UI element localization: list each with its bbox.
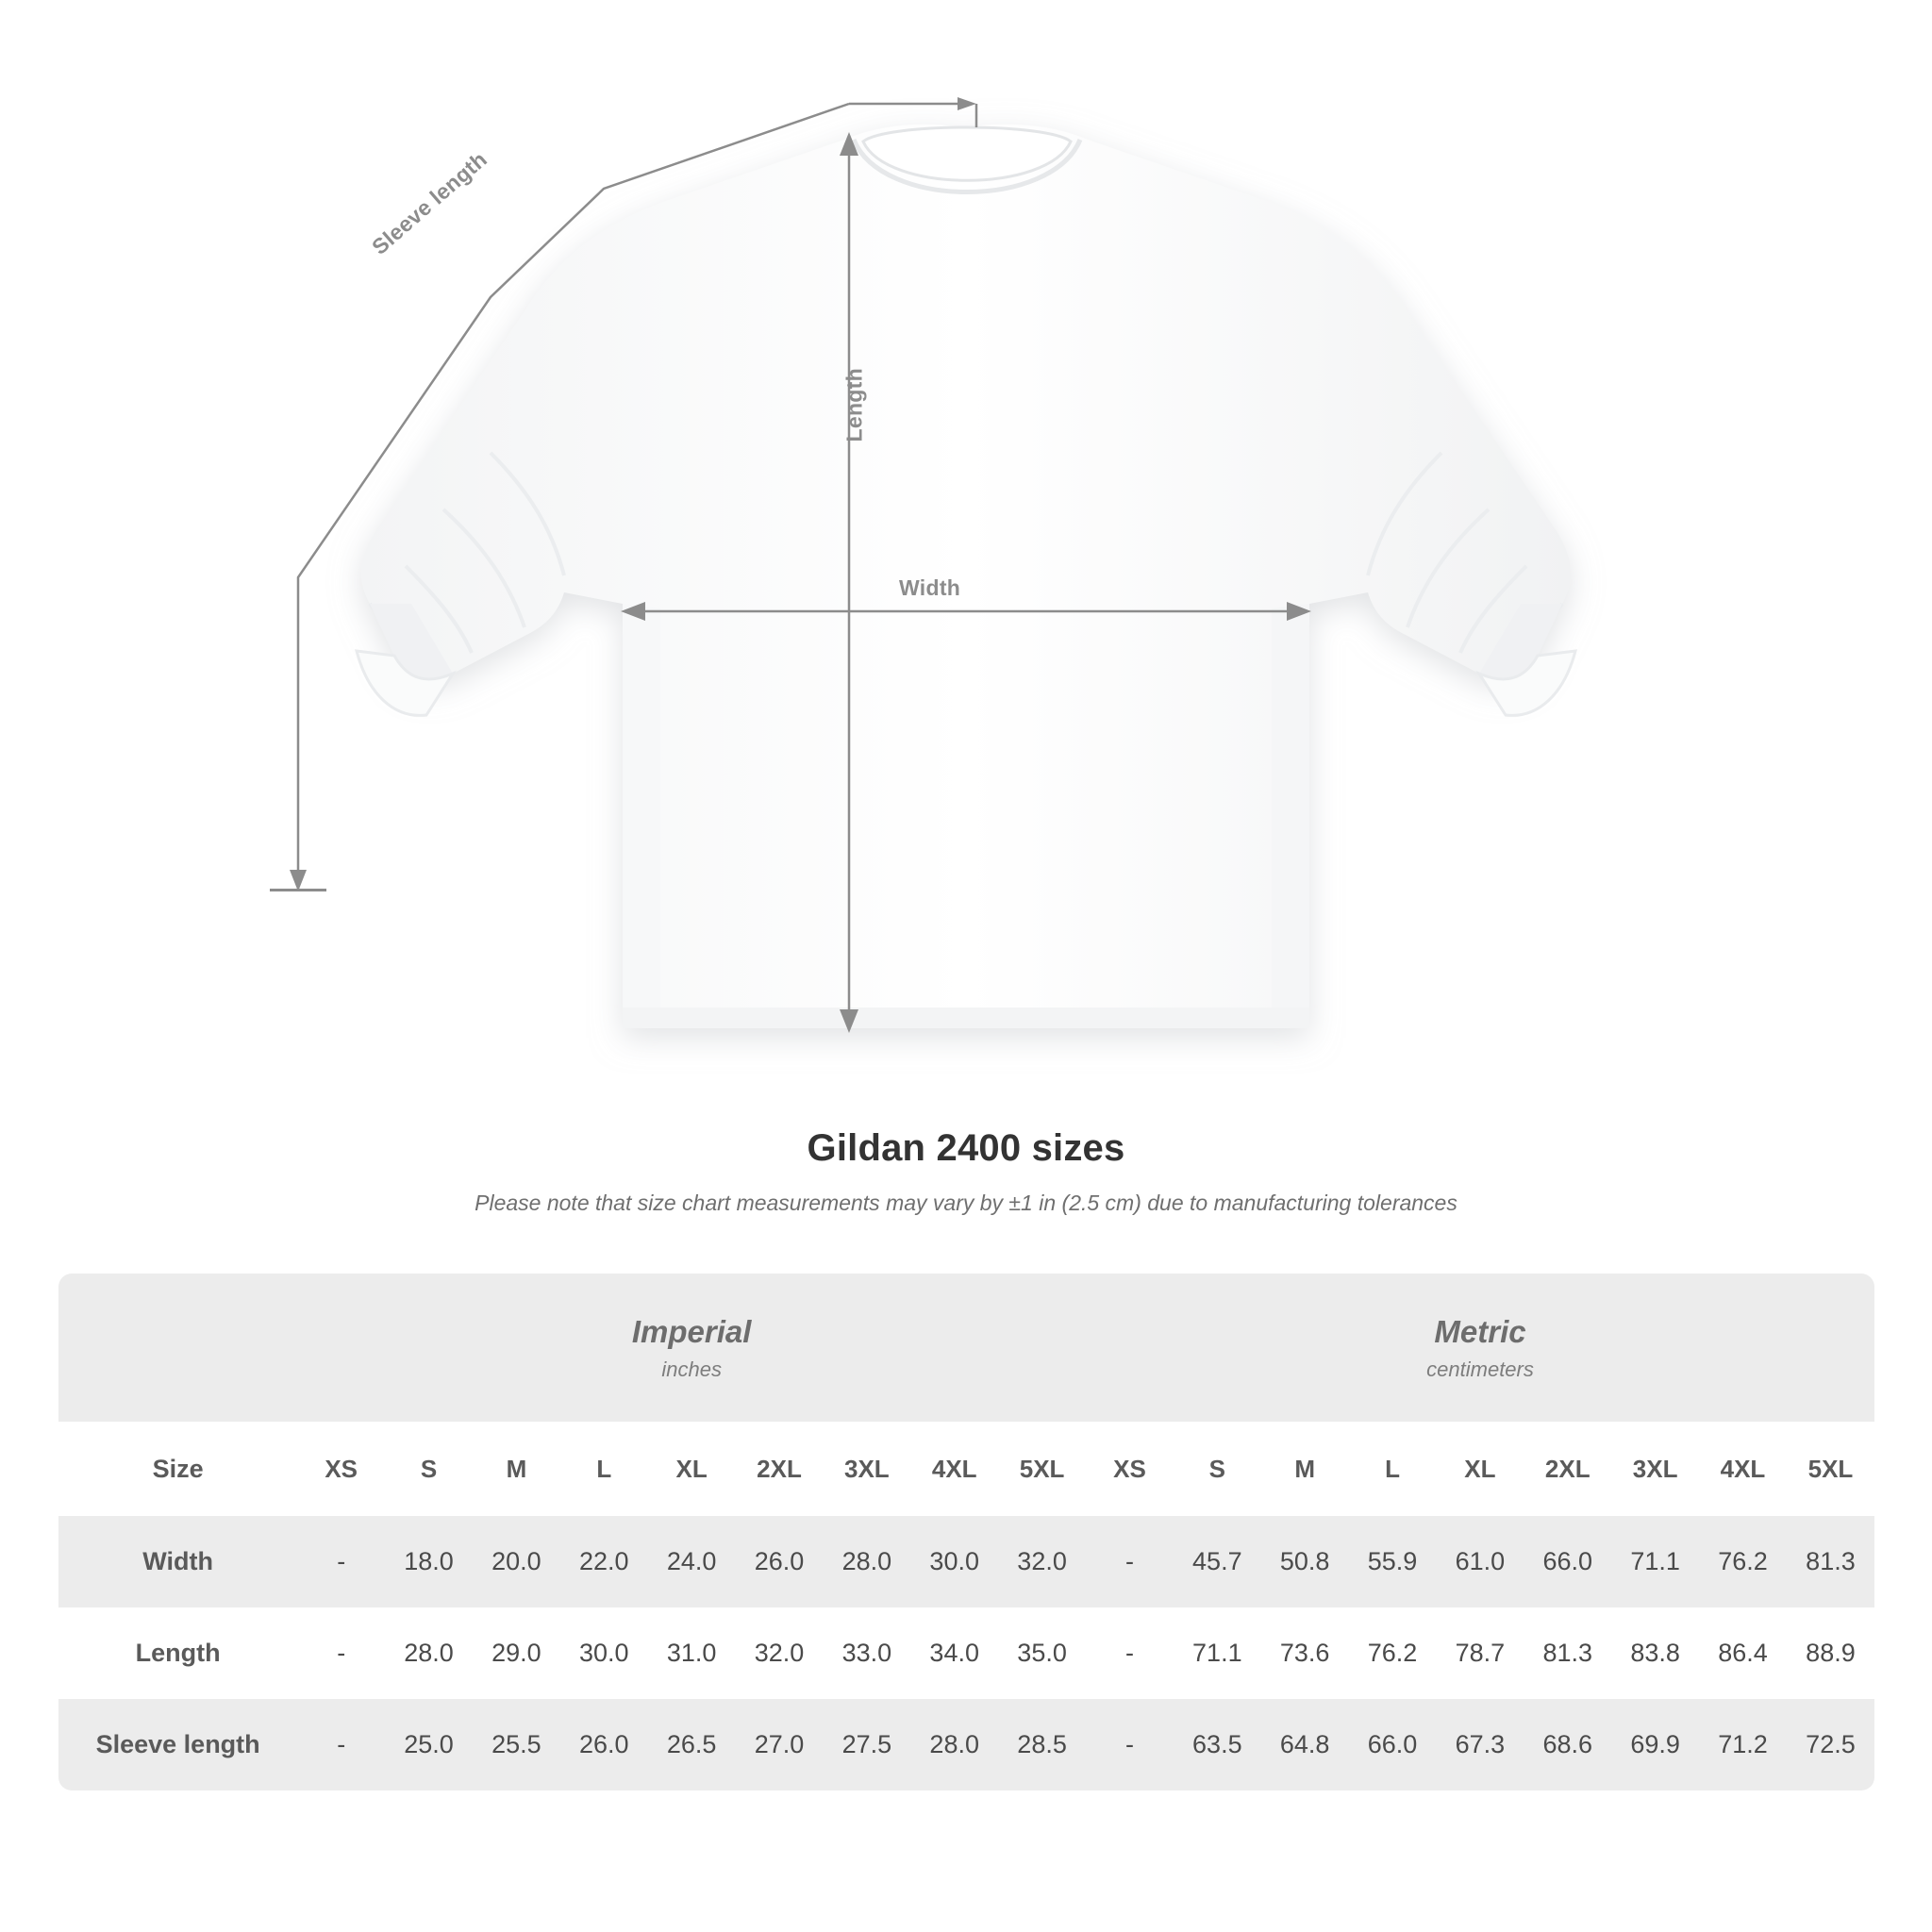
length-dimension-label: Length: [841, 368, 867, 442]
cell: -: [1124, 1639, 1134, 1667]
cell: 24.0: [648, 1516, 736, 1607]
cell: 22.0: [560, 1516, 648, 1607]
size-header-cell: 3XL: [823, 1422, 910, 1516]
size-header-cell: XL: [1436, 1422, 1524, 1516]
cell: 29.0: [491, 1639, 541, 1667]
cell: 81.3: [1542, 1639, 1593, 1667]
cell: 67.3: [1436, 1699, 1524, 1790]
size-header-cell: 2XL: [1524, 1422, 1611, 1516]
cell: -: [1086, 1699, 1174, 1790]
unit-group-metric: [1086, 1274, 1874, 1422]
title-block: [0, 1127, 1932, 1216]
cell: 28.0: [910, 1699, 998, 1790]
cell: 83.8: [1630, 1639, 1680, 1667]
size-table-wrapper: [58, 1274, 1874, 1790]
unit-group-metric-sub: centimeters: [1426, 1357, 1534, 1381]
size-header-cell: M: [1261, 1422, 1349, 1516]
cell: 50.8: [1261, 1516, 1349, 1607]
size-header-cell: S: [385, 1422, 473, 1516]
unit-group-row: [58, 1274, 1874, 1422]
cell: -: [297, 1699, 385, 1790]
cell: 71.1: [1192, 1639, 1242, 1667]
size-header-cell: L: [560, 1422, 648, 1516]
size-header-cell: 3XL: [1611, 1422, 1699, 1516]
cell: 31.0: [666, 1639, 717, 1667]
unit-group-imperial-sub: inches: [661, 1357, 722, 1381]
cell: 66.0: [1349, 1699, 1437, 1790]
cell: 20.0: [473, 1516, 560, 1607]
cell: 63.5: [1174, 1699, 1261, 1790]
size-header-cell: 4XL: [1699, 1422, 1787, 1516]
size-header-cell: XS: [297, 1422, 385, 1516]
size-header-row: [58, 1422, 1874, 1516]
cell: 86.4: [1718, 1639, 1768, 1667]
cell: 61.0: [1436, 1516, 1524, 1607]
cell: 30.0: [578, 1639, 629, 1667]
cell: 26.5: [648, 1699, 736, 1790]
cell: 78.7: [1455, 1639, 1506, 1667]
cell: 69.9: [1611, 1699, 1699, 1790]
table-row: [58, 1516, 1874, 1607]
cell: 25.5: [473, 1699, 560, 1790]
cell: 30.0: [910, 1516, 998, 1607]
cell: 18.0: [385, 1516, 473, 1607]
cell: 64.8: [1261, 1699, 1349, 1790]
size-header-label: Size: [58, 1422, 297, 1516]
table-row: [58, 1699, 1874, 1790]
width-dimension-label: Width: [899, 575, 961, 600]
unit-group-metric-name: Metric: [1434, 1313, 1526, 1349]
cell: 71.1: [1611, 1516, 1699, 1607]
unit-group-imperial-name: Imperial: [631, 1313, 752, 1349]
cell: 34.0: [929, 1639, 979, 1667]
size-header-cell: XS: [1086, 1422, 1174, 1516]
cell: 25.0: [385, 1699, 473, 1790]
cell: 76.2: [1367, 1639, 1418, 1667]
cell: 26.0: [736, 1516, 824, 1607]
cell: 28.5: [998, 1699, 1086, 1790]
cell: 33.0: [841, 1639, 892, 1667]
cell: 72.5: [1787, 1699, 1874, 1790]
cell: -: [1086, 1516, 1174, 1607]
cell: -: [297, 1516, 385, 1607]
cell: 27.0: [736, 1699, 824, 1790]
page-title: Gildan 2400 sizes: [807, 1127, 1125, 1169]
size-header-cell: 5XL: [1787, 1422, 1874, 1516]
sleeve-length-dimension-label: Sleeve length: [367, 146, 492, 259]
cell: 68.6: [1524, 1699, 1611, 1790]
cell: 88.9: [1806, 1639, 1856, 1667]
row-label-sleeve-length: Sleeve length: [58, 1699, 297, 1790]
cell: 28.0: [404, 1639, 454, 1667]
cell: 32.0: [754, 1639, 805, 1667]
cell: 45.7: [1174, 1516, 1261, 1607]
size-header-cell: 5XL: [998, 1422, 1086, 1516]
size-header-cell: S: [1174, 1422, 1261, 1516]
size-table: [58, 1274, 1874, 1790]
tolerance-note: Please note that size chart measurements may vary by ±1 in (2.5 cm) due to manufacturing tolerances: [475, 1191, 1457, 1215]
unit-corner-cell: [58, 1274, 297, 1422]
cell: -: [337, 1639, 346, 1667]
size-header-cell: M: [473, 1422, 560, 1516]
unit-group-imperial: [297, 1274, 1086, 1422]
size-header-cell: L: [1349, 1422, 1437, 1516]
cell: 26.0: [560, 1699, 648, 1790]
row-label-width: Width: [58, 1516, 297, 1607]
cell: 27.5: [823, 1699, 910, 1790]
cell: 35.0: [1017, 1639, 1067, 1667]
cell: 28.0: [823, 1516, 910, 1607]
cell: 76.2: [1699, 1516, 1787, 1607]
cell: 71.2: [1699, 1699, 1787, 1790]
cell: 81.3: [1787, 1516, 1874, 1607]
row-label-length: Length: [135, 1639, 221, 1667]
cell: 66.0: [1524, 1516, 1611, 1607]
cell: 32.0: [998, 1516, 1086, 1607]
size-header-cell: XL: [648, 1422, 736, 1516]
size-header-cell: 4XL: [910, 1422, 998, 1516]
cell: 73.6: [1279, 1639, 1330, 1667]
cell: 55.9: [1349, 1516, 1437, 1607]
size-header-cell: 2XL: [736, 1422, 824, 1516]
table-row: [58, 1607, 1874, 1699]
